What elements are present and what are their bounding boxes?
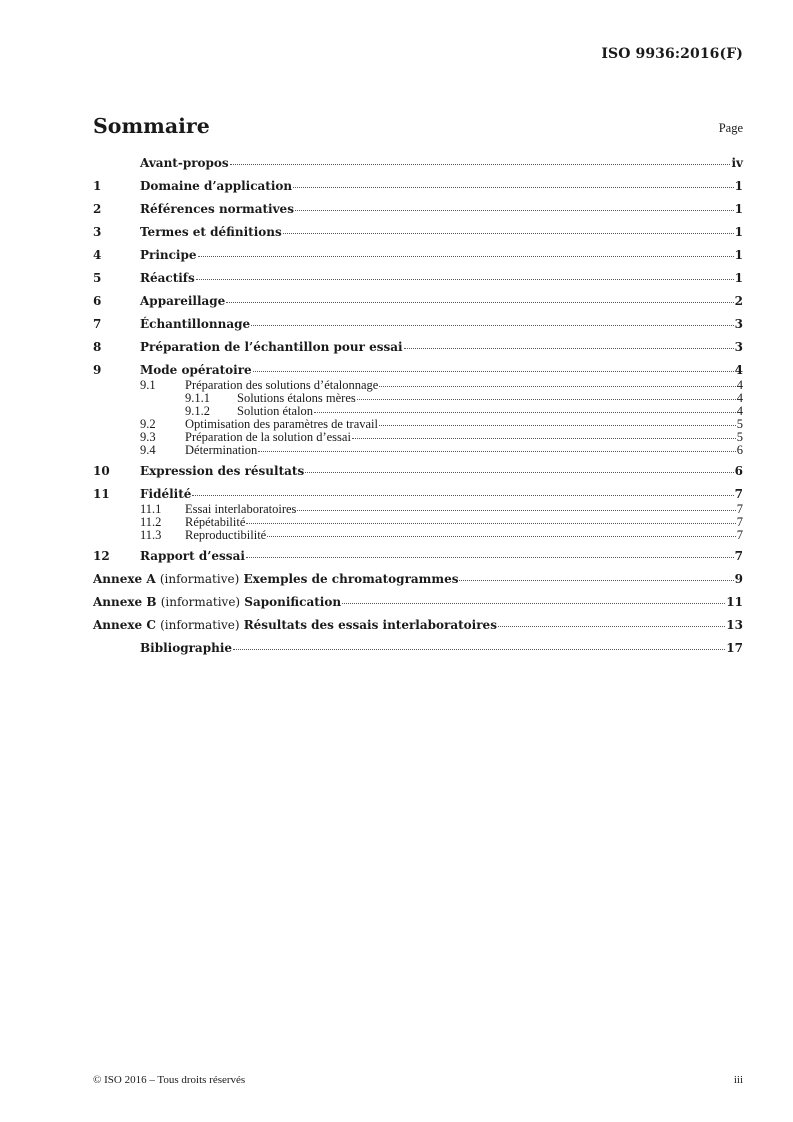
toc-entry-number: 2 [93, 202, 102, 216]
toc-entry-number: 11.1 [140, 502, 162, 516]
toc-entry-number: 9.3 [140, 430, 156, 444]
toc-entry-title: Rapport d’essai [140, 549, 245, 563]
toc-entry-number: 9 [93, 363, 102, 377]
dot-leader [352, 438, 736, 439]
toc-page-number: 7 [736, 515, 743, 529]
dot-leader [230, 164, 731, 165]
toc-page-number: 1 [734, 202, 743, 216]
toc-entry-title: Préparation de la solution d’essai [185, 430, 351, 444]
toc-entry-title: Préparation des solutions d’étalonnage [185, 378, 379, 392]
annex-title: Exemples de chromatogrammes [243, 572, 459, 586]
toc-entry-number: 9.1 [140, 378, 156, 392]
toc-entry-number: 11.3 [140, 528, 162, 542]
page-number: iii [733, 1074, 743, 1086]
toc-entry-title: Répétabilité [185, 515, 246, 529]
dot-leader [297, 510, 735, 511]
copyright-notice: © ISO 2016 – Tous droits réservés [93, 1074, 246, 1086]
toc-entry[interactable] [93, 529, 743, 542]
toc-entry[interactable] [93, 155, 743, 172]
toc-entry-title: Solutions étalons mères [237, 391, 356, 405]
toc-entry-title [93, 617, 497, 634]
toc-entry[interactable] [93, 486, 743, 503]
toc-page-number: 4 [736, 404, 743, 418]
dot-leader [258, 451, 736, 452]
toc-entry-number: 11.2 [140, 515, 162, 529]
toc-entry[interactable] [93, 463, 743, 480]
toc-page-number: 7 [734, 549, 743, 563]
toc-entry[interactable] [93, 247, 743, 264]
dot-leader [226, 302, 733, 303]
toc-entry[interactable] [93, 270, 743, 287]
toc-entry-title: Fidélité [140, 487, 192, 501]
toc-entry-number: 6 [93, 294, 102, 308]
table-of-contents [93, 155, 743, 657]
annex-qualifier: (informative) [160, 618, 240, 632]
toc-entry-title: Bibliographie [140, 641, 233, 655]
toc-page-number: 5 [736, 417, 743, 431]
toc-page-number: 17 [726, 641, 743, 655]
toc-entry-title: Expression des résultats [140, 464, 305, 478]
toc-entry-number: 10 [93, 464, 110, 478]
toc-page-number: 11 [726, 595, 743, 609]
toc-page-number: 1 [734, 225, 743, 239]
dot-leader [192, 495, 733, 496]
toc-entry[interactable] [93, 548, 743, 565]
toc-page-number: 4 [736, 378, 743, 392]
toc-entry-number: 8 [93, 340, 102, 354]
toc-page-number: 13 [726, 618, 743, 632]
toc-entry-title: Échantillonnage [140, 317, 251, 331]
toc-page-number: 7 [736, 528, 743, 542]
toc-page-number: iv [731, 156, 743, 170]
toc-entry-number: 9.4 [140, 443, 156, 457]
toc-entry[interactable] [93, 316, 743, 333]
dot-leader [198, 256, 734, 257]
dot-leader [267, 536, 736, 537]
dot-leader [293, 187, 734, 188]
dot-leader [196, 279, 734, 280]
document-id: ISO 9936:2016(F) [601, 46, 743, 62]
toc-page-number: 1 [734, 179, 743, 193]
page-title: Sommaire [93, 114, 210, 138]
dot-leader [305, 472, 733, 473]
annex-title: Saponification [244, 595, 342, 609]
toc-entry[interactable] [93, 339, 743, 356]
toc-page-number: 1 [734, 271, 743, 285]
toc-entry-number: 4 [93, 248, 102, 262]
toc-entry-title: Principe [140, 248, 197, 262]
toc-entry-title: Détermination [185, 443, 258, 457]
dot-leader [233, 649, 725, 650]
toc-entry[interactable] [93, 362, 743, 379]
toc-entry-number: 12 [93, 549, 110, 563]
toc-entry-title: Termes et définitions [140, 225, 282, 239]
toc-page-number: 6 [736, 443, 743, 457]
toc-entry-title: Références normatives [140, 202, 294, 216]
annex-qualifier: (informative) [160, 595, 241, 609]
toc-entry[interactable] [93, 444, 743, 457]
dot-leader [314, 412, 736, 413]
toc-entry[interactable] [93, 224, 743, 241]
dot-leader [357, 399, 736, 400]
toc-page-number: 4 [736, 391, 743, 405]
toc-entry-number: 5 [93, 271, 102, 285]
toc-page-number: 1 [734, 248, 743, 262]
dot-leader [251, 325, 733, 326]
toc-entry-title: Préparation de l’échantillon pour essai [140, 340, 403, 354]
toc-page-number: 9 [734, 572, 743, 586]
toc-entry-title: Réactifs [140, 271, 195, 285]
toc-entry-title: Mode opératoire [140, 363, 252, 377]
toc-page-number: 7 [736, 502, 743, 516]
toc-entry-title: Appareillage [140, 294, 226, 308]
dot-leader [295, 210, 734, 211]
toc-annex-entry[interactable] [93, 617, 743, 634]
toc-entry-title: Reproductibilité [185, 528, 267, 542]
page-column-label: Page [718, 121, 743, 135]
toc-entry[interactable] [93, 640, 743, 657]
toc-entry-number: 11 [93, 487, 110, 501]
toc-entry-number: 9.1.1 [185, 391, 210, 405]
toc-entry-title: Avant-propos [140, 156, 229, 170]
toc-annex-entry[interactable] [93, 594, 743, 611]
dot-leader [498, 626, 725, 627]
toc-entry[interactable] [93, 201, 743, 218]
toc-page-number: 3 [734, 340, 743, 354]
toc-entry-number: 1 [93, 179, 102, 193]
toc-entry-title: Domaine d’application [140, 179, 293, 193]
title-row [93, 112, 743, 138]
toc-page-number: 3 [734, 317, 743, 331]
toc-entry-number: 7 [93, 317, 102, 331]
dot-leader [459, 580, 733, 581]
toc-entry-number: 9.1.2 [185, 404, 210, 418]
dot-leader [253, 371, 734, 372]
dot-leader [246, 557, 734, 558]
toc-entry-title: Optimisation des paramètres de travail [185, 417, 378, 431]
dot-leader [379, 386, 735, 387]
toc-entry[interactable] [93, 293, 743, 310]
toc-entry-title [93, 594, 341, 611]
toc-entry-title: Solution étalon [237, 404, 314, 418]
toc-entry[interactable] [93, 178, 743, 195]
toc-entry-number: 9.2 [140, 417, 156, 431]
toc-entry-number: 3 [93, 225, 102, 239]
toc-entry-title [93, 571, 458, 588]
toc-page-number: 7 [734, 487, 743, 501]
dot-leader [404, 348, 734, 349]
dot-leader [283, 233, 734, 234]
annex-label: Annexe C [93, 618, 156, 632]
toc-entry-title: Essai interlaboratoires [185, 502, 297, 516]
dot-leader [379, 425, 736, 426]
toc-page-number: 2 [734, 294, 743, 308]
annex-label: Annexe B [93, 595, 157, 609]
annex-label: Annexe A [93, 572, 156, 586]
dot-leader [246, 523, 735, 524]
annex-qualifier: (informative) [159, 572, 240, 586]
toc-page-number: 5 [736, 430, 743, 444]
dot-leader [342, 603, 725, 604]
annex-title: Résultats des essais interlaboratoires [243, 618, 497, 632]
toc-annex-entry[interactable] [93, 571, 743, 588]
toc-page-number: 6 [734, 464, 743, 478]
toc-page-number: 4 [734, 363, 743, 377]
